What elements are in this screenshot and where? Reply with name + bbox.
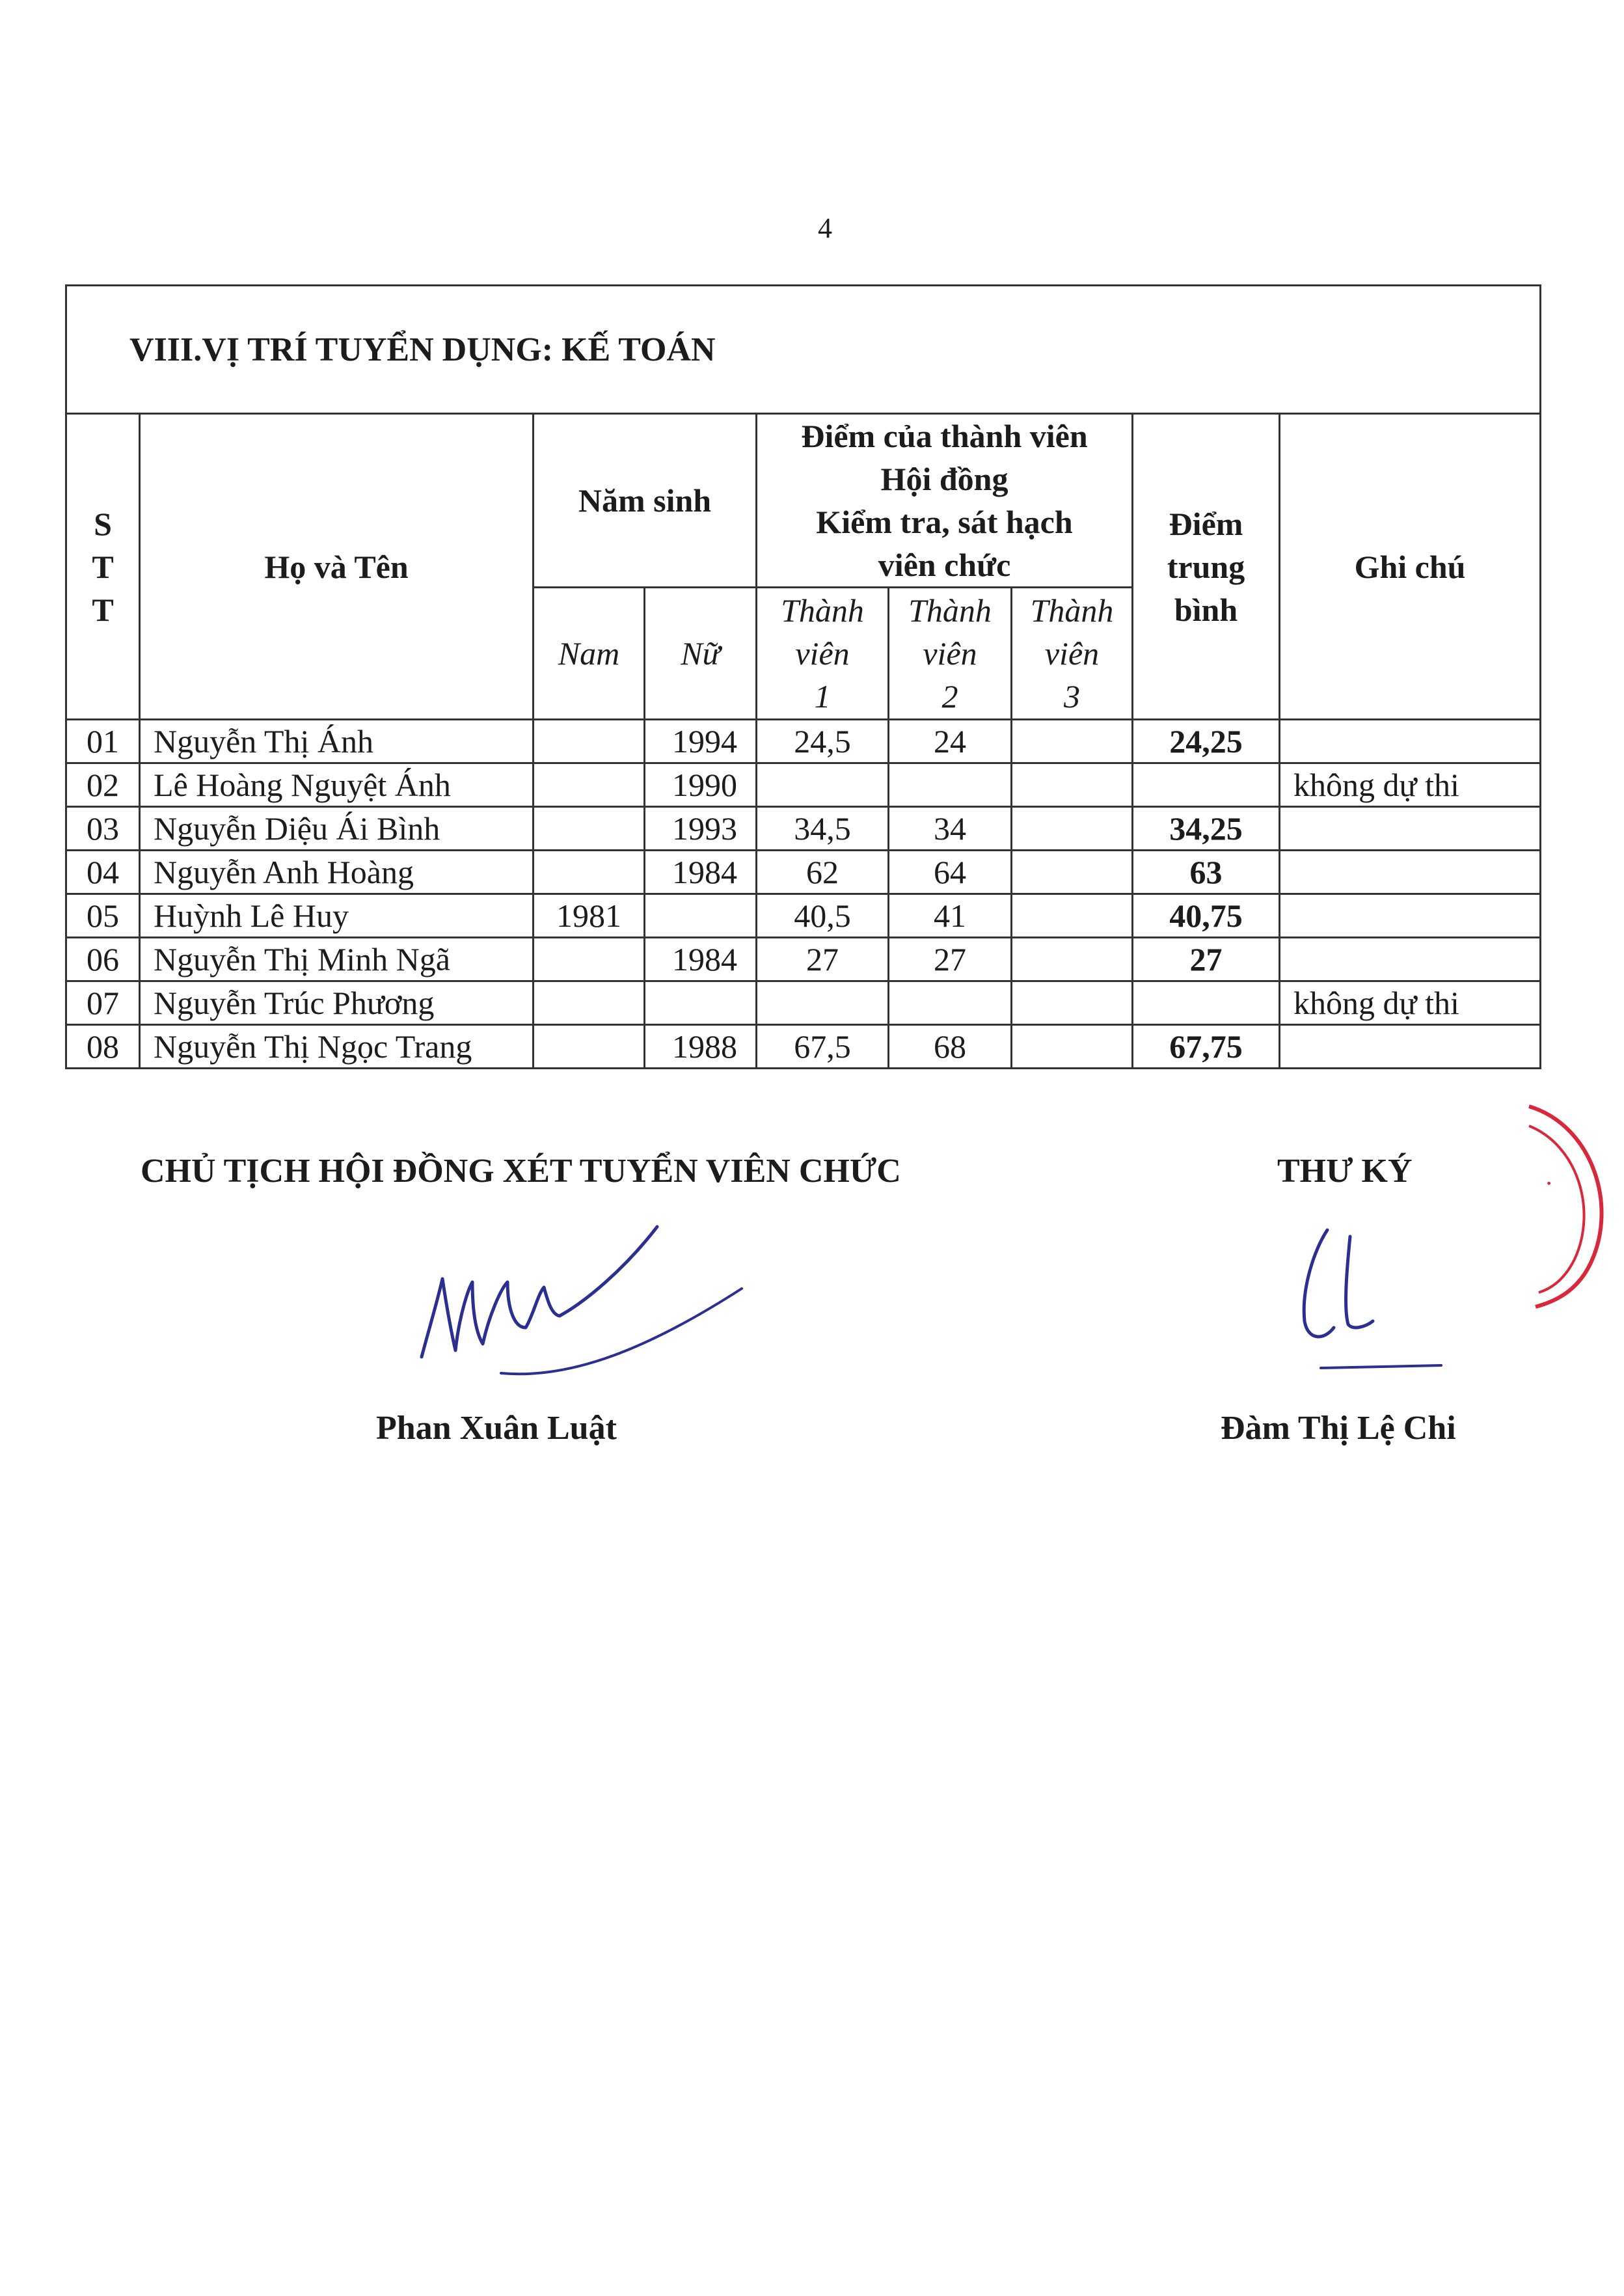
cell-member-2 [889, 763, 1012, 807]
cell-name: Nguyễn Anh Hoàng [140, 851, 534, 894]
stamp-mark [1516, 1100, 1620, 1315]
results-table [65, 284, 1541, 1069]
cell-name: Lê Hoàng Nguyệt Ánh [140, 763, 534, 807]
cell-stt: 07 [66, 981, 140, 1025]
cell-member-2 [889, 981, 1012, 1025]
cell-stt: 05 [66, 894, 140, 938]
cell-name: Huỳnh Lê Huy [140, 894, 534, 938]
cell-stt: 03 [66, 807, 140, 851]
cell-female: 1990 [645, 763, 757, 807]
cell-member-3 [1012, 894, 1133, 938]
cell-female: 1994 [645, 720, 757, 763]
cell-note [1280, 894, 1541, 938]
cell-average [1133, 763, 1280, 807]
cell-male [534, 807, 645, 851]
cell-member-2: 68 [889, 1025, 1012, 1069]
cell-member-1: 67,5 [757, 1025, 889, 1069]
cell-stt: 02 [66, 763, 140, 807]
cell-name: Nguyễn Thị Ngọc Trang [140, 1025, 534, 1069]
table-row [66, 938, 1541, 981]
cell-stt: 08 [66, 1025, 140, 1069]
section-title: VIII.VỊ TRÍ TUYỂN DỤNG: KẾ TOÁN [66, 286, 1541, 414]
header-birth-year: Năm sinh [534, 414, 757, 588]
cell-female: 1984 [645, 851, 757, 894]
header-name: Họ và Tên [140, 414, 534, 720]
header-member-1: Thành viên 1 [757, 588, 889, 720]
cell-average [1133, 981, 1280, 1025]
cell-male [534, 763, 645, 807]
cell-member-3 [1012, 720, 1133, 763]
header-stt: S T T [66, 414, 140, 720]
header-note: Ghi chú [1280, 414, 1541, 720]
secretary-title: THƯ KÝ [1277, 1153, 1413, 1190]
chair-title: CHỦ TỊCH HỘI ĐỒNG XÉT TUYỂN VIÊN CHỨC [141, 1153, 901, 1190]
cell-member-1: 62 [757, 851, 889, 894]
table-row [66, 720, 1541, 763]
cell-average: 67,75 [1133, 1025, 1280, 1069]
svg-text:·: · [1537, 1178, 1560, 1189]
cell-male [534, 938, 645, 981]
cell-note [1280, 851, 1541, 894]
cell-member-3 [1012, 1025, 1133, 1069]
table-row [66, 981, 1541, 1025]
cell-member-2: 34 [889, 807, 1012, 851]
header-average: Điểm trung bình [1133, 414, 1280, 720]
cell-female: 1984 [645, 938, 757, 981]
cell-note [1280, 720, 1541, 763]
cell-note: không dự thi [1280, 981, 1541, 1025]
cell-average: 63 [1133, 851, 1280, 894]
cell-member-3 [1012, 981, 1133, 1025]
cell-member-1: 27 [757, 938, 889, 981]
cell-male: 1981 [534, 894, 645, 938]
cell-member-1: 34,5 [757, 807, 889, 851]
cell-stt: 01 [66, 720, 140, 763]
cell-stt: 06 [66, 938, 140, 981]
cell-note [1280, 1025, 1541, 1069]
table-row [66, 851, 1541, 894]
cell-note [1280, 807, 1541, 851]
chair-signature [403, 1217, 768, 1386]
secretary-name: Đàm Thị Lệ Chi [1221, 1410, 1456, 1447]
table-row [66, 763, 1541, 807]
cell-member-2: 24 [889, 720, 1012, 763]
cell-average: 34,25 [1133, 807, 1280, 851]
table-row [66, 1025, 1541, 1069]
secretary-signature [1288, 1210, 1457, 1380]
cell-member-1 [757, 763, 889, 807]
cell-member-2: 64 [889, 851, 1012, 894]
cell-member-3 [1012, 807, 1133, 851]
cell-male [534, 981, 645, 1025]
cell-name: Nguyễn Diệu Ái Bình [140, 807, 534, 851]
cell-male [534, 720, 645, 763]
cell-member-3 [1012, 763, 1133, 807]
page-number: 4 [818, 212, 832, 244]
cell-name: Nguyễn Thị Ánh [140, 720, 534, 763]
cell-member-3 [1012, 938, 1133, 981]
cell-name: Nguyễn Thị Minh Ngã [140, 938, 534, 981]
cell-male [534, 1025, 645, 1069]
header-male: Nam [534, 588, 645, 720]
cell-average: 27 [1133, 938, 1280, 981]
header-member-3: Thành viên 3 [1012, 588, 1133, 720]
cell-member-2: 27 [889, 938, 1012, 981]
table-row [66, 894, 1541, 938]
cell-member-1: 40,5 [757, 894, 889, 938]
cell-member-1 [757, 981, 889, 1025]
cell-female: 1988 [645, 1025, 757, 1069]
cell-male [534, 851, 645, 894]
cell-average: 24,25 [1133, 720, 1280, 763]
cell-note: không dự thi [1280, 763, 1541, 807]
cell-member-2: 41 [889, 894, 1012, 938]
cell-note [1280, 938, 1541, 981]
chair-name: Phan Xuân Luật [376, 1410, 617, 1447]
cell-member-1: 24,5 [757, 720, 889, 763]
cell-name: Nguyễn Trúc Phương [140, 981, 534, 1025]
header-female: Nữ [645, 588, 757, 720]
cell-member-3 [1012, 851, 1133, 894]
cell-stt: 04 [66, 851, 140, 894]
cell-female [645, 894, 757, 938]
cell-female [645, 981, 757, 1025]
header-member-scores: Điểm của thành viên Hội đồng Kiểm tra, sát hạch viên chức [757, 414, 1133, 588]
header-member-2: Thành viên 2 [889, 588, 1012, 720]
cell-average: 40,75 [1133, 894, 1280, 938]
table-row [66, 807, 1541, 851]
cell-female: 1993 [645, 807, 757, 851]
